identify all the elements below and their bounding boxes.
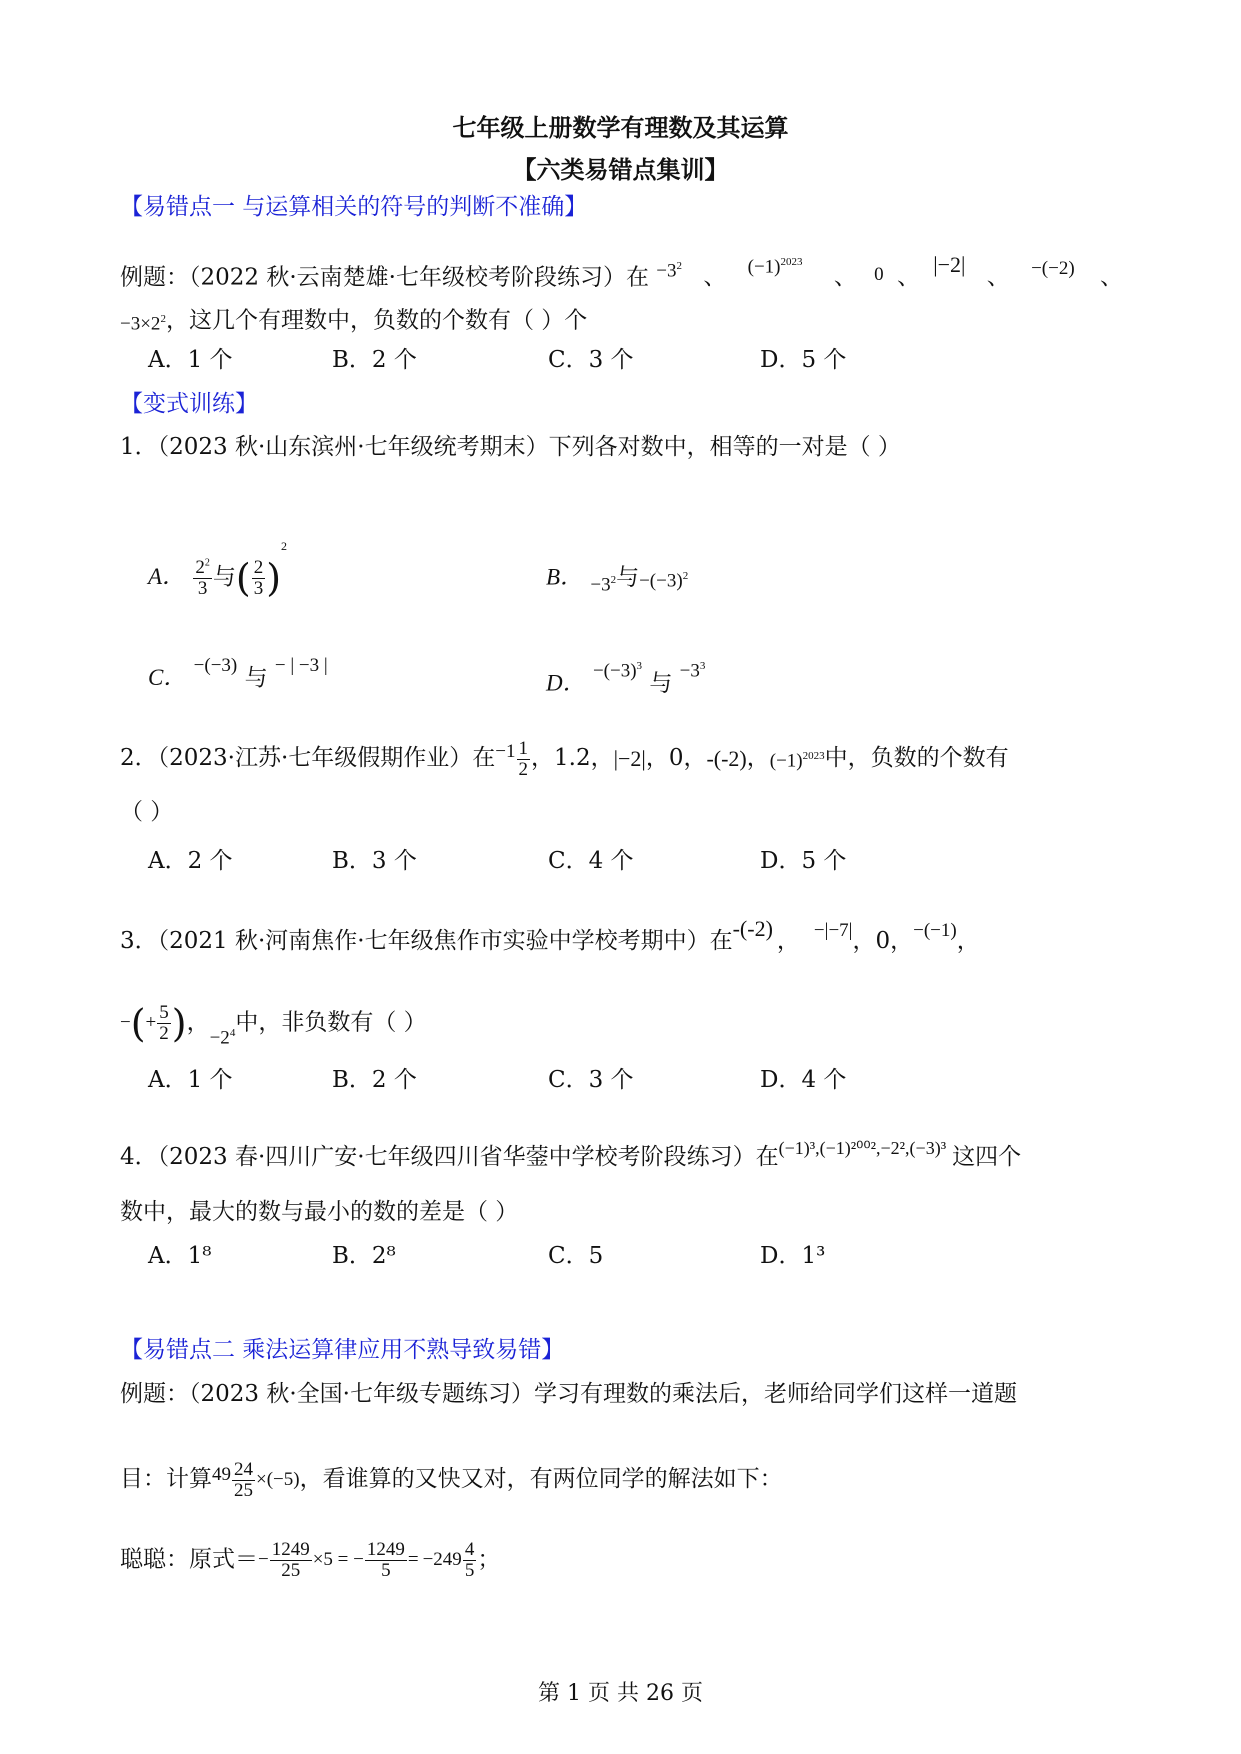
example1-suffix: ，这几个有理数中，负数的个数有（ ）个	[165, 307, 588, 334]
fraction: $\frac{2^2}{3}$	[195, 556, 210, 599]
q1-option-d: D． $-(-3)^3$ 与 $-3^3$	[546, 660, 706, 697]
q3-option-d: D．4 个	[760, 1067, 847, 1093]
q4-line2: 数中，最大的数与最小的数的差是（ ）	[120, 1199, 519, 1225]
section2-line2: 目：计算49 $\frac{24}{25}$ ×(−5)，看谁算的又快又对，有两位同学的解法如下：	[120, 1458, 783, 1501]
q3-option-c: C．3 个	[548, 1067, 634, 1093]
example1-option-c: C．3 个	[548, 347, 634, 373]
math-neg-neg2: −(−2)	[1031, 258, 1075, 280]
example1-line2	[120, 303, 587, 340]
q2-option-c: C．4 个	[548, 848, 634, 874]
q1-option-c: C． −(−3) 与 − | −3 |	[148, 655, 328, 691]
q3-stem: 3．（2021 秋·河南焦作·七年级焦作市实验中学校考期中）在-(-2) ， −|−7|，0，−(−1)，	[120, 916, 980, 954]
section1-header: 【易错点一 与运算相关的符号的判断不准确】	[120, 194, 588, 220]
separator: 、	[1100, 264, 1123, 291]
q4-option-b: B．2⁸	[332, 1243, 396, 1269]
q3-option-b: B．2 个	[332, 1067, 417, 1093]
fraction: $\frac{2}{3}$	[253, 556, 264, 599]
q4-option-d: D．1³	[760, 1243, 826, 1269]
q3-option-a: A．1 个	[148, 1067, 233, 1093]
q1-option-b: B． $-3^2$与$-(-3)^2$	[546, 564, 689, 596]
q2-option-b: B．3 个	[332, 848, 417, 874]
section2-line1: 例题：（2023 秋·全国·七年级专题练习）学习有理数的乘法后，老师给同学们这样一道题	[120, 1381, 1017, 1407]
separator: 、	[833, 264, 857, 291]
section2-header: 【易错点二 乘法运算律应用不熟导致易错】	[120, 1337, 565, 1363]
math-abs-neg2: |−2|	[933, 252, 966, 278]
example1-option-a: A．1 个	[148, 347, 233, 373]
page-title: 七年级上册数学有理数及其运算	[452, 113, 789, 142]
q1-option-a: A． $\frac{2^2}{3}$ 与( $\frac{2}{3}$ )$^2$	[148, 539, 288, 600]
q4-option-c: C．5	[548, 1243, 604, 1269]
variant-header: 【变式训练】	[120, 391, 258, 417]
example1-prefix: 例题：（2022 秋·云南楚雄·七年级校考阶段练习）在	[120, 264, 649, 291]
page-footer: 第 1 页 共 26 页	[538, 1681, 703, 1706]
math-neg3x2sq: $-3\times 2^2$	[120, 313, 166, 335]
q3-line2: −(+ $\frac{5}{2}$ )，$-2^4$中，非负数有（ ）	[120, 1001, 427, 1049]
example1-option-b: B．2 个	[332, 347, 417, 373]
separator: 、	[986, 264, 1010, 291]
separator: 、	[896, 264, 920, 291]
q4-option-a: A．1⁸	[148, 1243, 212, 1269]
q2-option-d: D．5 个	[760, 848, 847, 874]
math-neg3sq: $-3^2$	[656, 260, 682, 282]
q2-option-a: A．2 个	[148, 848, 233, 874]
q2-paren: （ ）	[120, 799, 174, 825]
separator: 、	[703, 264, 727, 291]
section2-line3: 聪聪：原式＝− $\frac{1249}{25}$ ×5 = − $\frac{1249}{5}$ = −249 $\frac{4}{5}$ ；	[120, 1539, 501, 1581]
math-neg1-pow: $(-1)^{2023}$	[747, 256, 803, 278]
example1-option-d: D．5 个	[760, 347, 847, 373]
q4-stem: 4．（2023 春·四川广安·七年级四川省华蓥中学校考阶段练习）在(−1)³,(−1)²⁰⁰²,−2²,(−3)³ 这四个	[120, 1138, 1022, 1170]
q2-stem: 2．（2023·江苏·七年级假期作业）在−1 $\frac{1}{2}$ ，1.2，|−2|，0，-(-2)，$(-1)^{2023}$中，负数的个数有	[120, 737, 1009, 780]
q1-stem: 1．（2023 秋·山东滨州·七年级统考期末）下列各对数中，相等的一对是（ ）	[120, 434, 901, 460]
math-zero: 0	[874, 264, 884, 286]
example1-line1	[120, 246, 1135, 293]
page-subtitle: 【六类易错点集训】	[512, 155, 729, 184]
